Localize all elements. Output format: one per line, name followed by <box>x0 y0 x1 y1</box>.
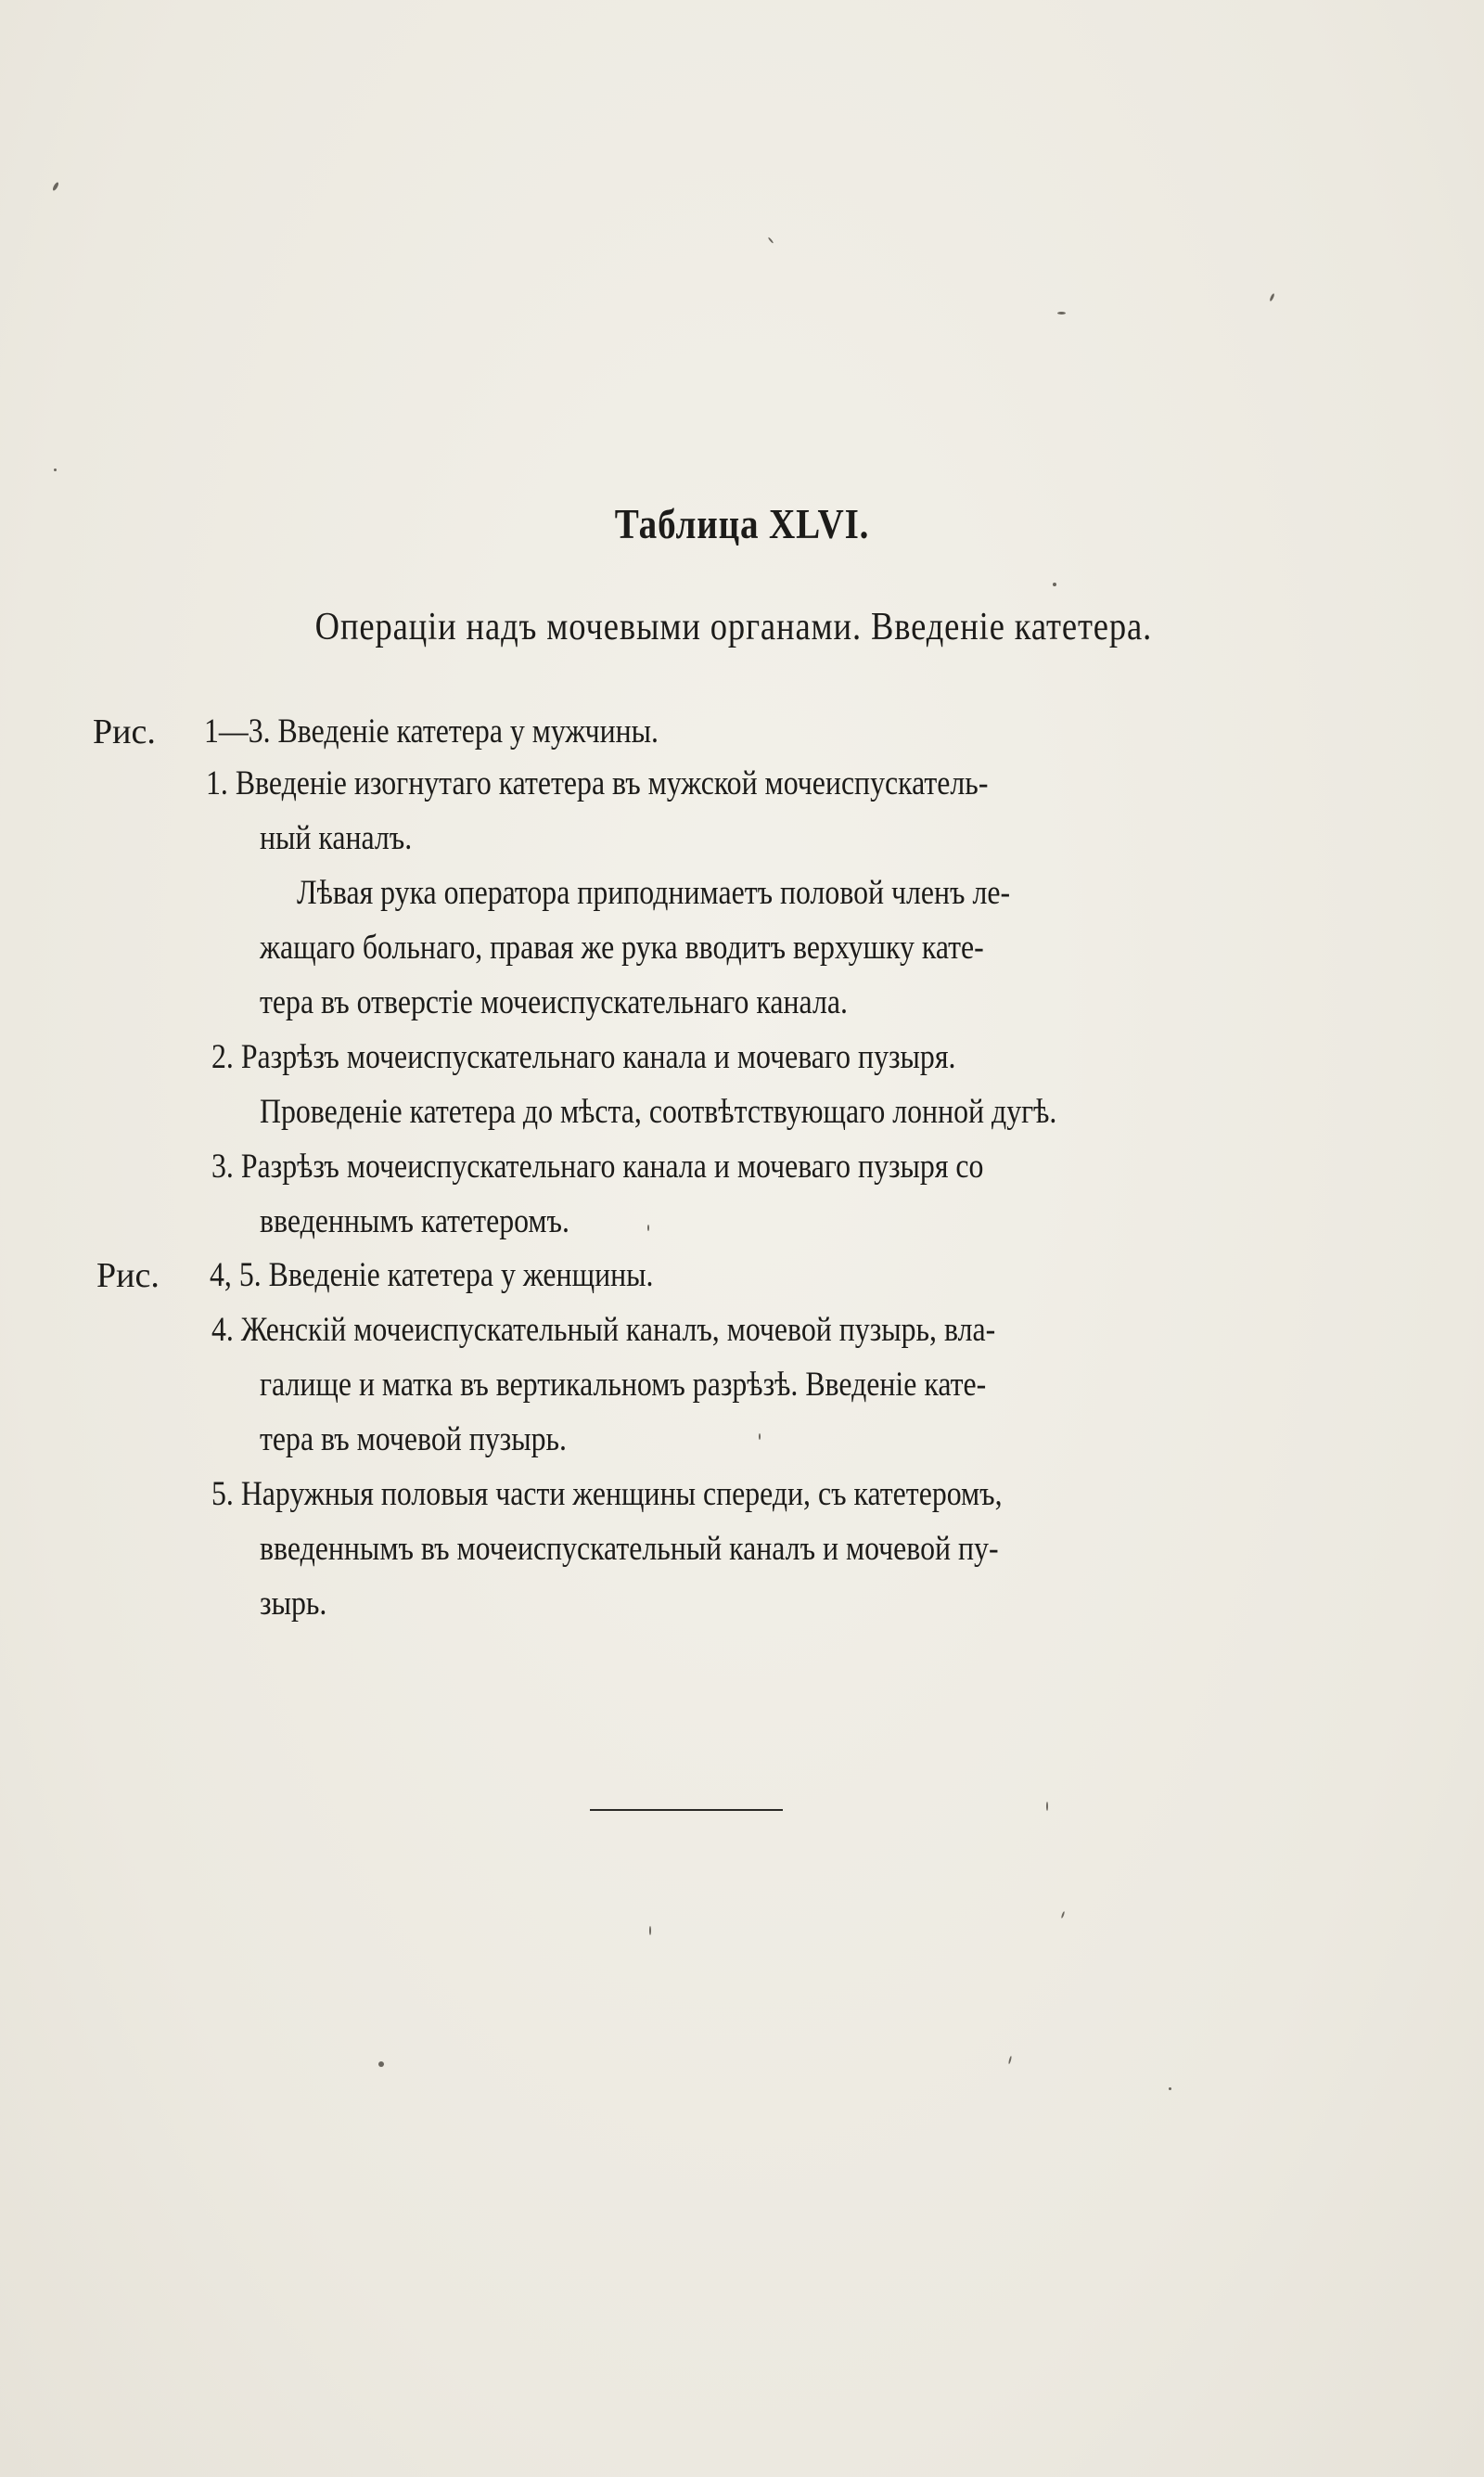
paper-speck <box>1269 293 1275 302</box>
figure-4-caption-line-3: тера въ мочевой пузырь. <box>260 1420 567 1458</box>
figure-1-description-line-3: тера въ отверстіе мочеиспускательнаго канала. <box>260 983 848 1021</box>
figure-5-caption-line-1: 5. Наружныя половыя части женщины спереди, съ катетеромъ, <box>211 1475 1003 1513</box>
figure-5-caption-line-3: зырь. <box>260 1585 327 1623</box>
figure-group-2-heading: 4, 5. Введеніе катетера у женщины. <box>210 1256 654 1294</box>
paper-speck <box>759 1433 761 1440</box>
paper-speck <box>1169 2087 1171 2090</box>
paper-speck <box>768 237 774 243</box>
figure-1-caption-line-2: ный каналъ. <box>260 819 413 857</box>
figure-group-2-label: Рис. <box>96 1256 160 1295</box>
figure-2-caption-line-2: Проведеніе катетера до мѣста, соотвѣтствующаго лонной дугѣ. <box>260 1093 1057 1131</box>
figure-4-caption-line-2: галище и матка въ вертикальномъ разрѣзѣ. Введеніе кате- <box>260 1366 987 1404</box>
table-subtitle: Операціи надъ мочевыми органами. Введеніе катетера. <box>314 606 1153 648</box>
figure-3-caption-line-1: 3. Разрѣзъ мочеиспускательнаго канала и мочеваго пузыря со <box>211 1148 984 1186</box>
table-title: Таблица XLVI. <box>614 500 870 547</box>
paper-speck <box>52 182 59 192</box>
figure-4-caption-line-1: 4. Женскій мочеиспускательный каналъ, мочевой пузырь, вла- <box>211 1311 996 1349</box>
figure-1-caption-line-1: 1. Введеніе изогнутаго катетера въ мужской мочеиспускатель- <box>206 764 989 802</box>
figure-1-description-line-1: Лѣвая рука оператора приподнимаетъ половой членъ ле- <box>297 874 1011 912</box>
paper-speck <box>378 2061 384 2067</box>
paper-speck <box>1053 583 1056 586</box>
figure-2-caption-line-1: 2. Разрѣзъ мочеиспускательнаго канала и мочеваго пузыря. <box>211 1038 956 1076</box>
figure-1-description-line-2: жащаго больнаго, правая же рука вводитъ верхушку кате- <box>260 929 984 967</box>
paper-speck <box>54 468 57 471</box>
paper-speck <box>1046 1802 1048 1811</box>
paper-speck <box>1061 1911 1066 1919</box>
paper-speck <box>1057 312 1066 314</box>
paper-speck <box>1008 2056 1012 2064</box>
paper-speck <box>649 1926 651 1935</box>
figure-5-caption-line-2: введеннымъ въ мочеиспускательный каналъ и мочевой пу- <box>260 1530 999 1568</box>
figure-group-1-label: Рис. <box>93 712 156 751</box>
closing-rule <box>590 1809 783 1811</box>
paper-speck <box>647 1225 649 1231</box>
figure-group-1-heading: 1—3. Введеніе катетера у мужчины. <box>204 712 659 751</box>
figure-3-caption-line-2: введеннымъ катетеромъ. <box>260 1202 569 1240</box>
